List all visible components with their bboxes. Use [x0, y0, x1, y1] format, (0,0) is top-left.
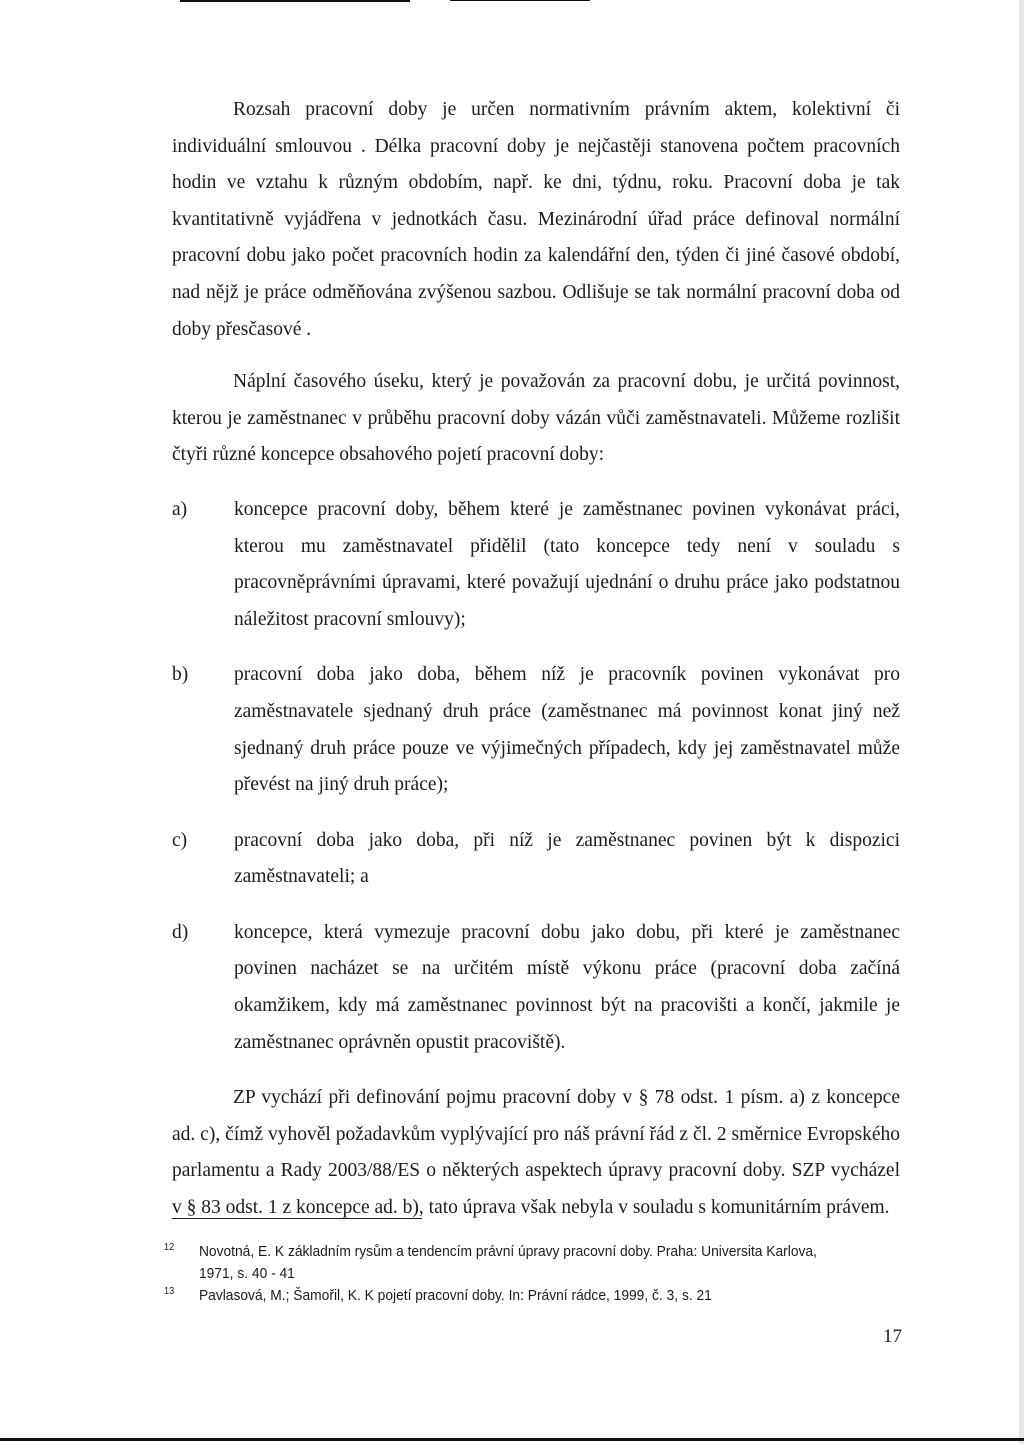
concept-list	[172, 492, 900, 1061]
footnotes	[164, 1241, 841, 1307]
list-item-text: koncepce pracovní doby, během které je zaměstnanec povinen vykonávat práci, kterou mu zaměstnavatel přidělil (tato koncepce tedy není v souladu s pracovněprávními úpravami, které považují ujednání o druhu práce jako podstatnou náležitost pracovní smlouvy);	[234, 498, 900, 630]
list-item-text: pracovní doba jako doba, během níž je pracovník povinen vykonávat pro zaměstnavatele sjednaný druh práce (zaměstnanec má povinnost konat jiný než sjednaný druh práce pouze ve výjimečných případech, kdy jej zaměstnavatel může převést na jiný druh práce);	[234, 664, 900, 796]
paragraph-2: Náplní časového úseku, který je považován za pracovní dobu, je určitá povinnost, kterou je zaměstnanec v průběhu pracovní doby vázán vůči zaměstnavateli. Můžeme rozlišit čtyři různé koncepce obsahového pojetí pracovní doby:	[172, 371, 900, 466]
paragraph-1: Rozsah pracovní doby je určen normativním právním aktem, kolektivní či individuální smlouvou . Délka pracovní doby je nejčastěji stanovena počtem pracovních hodin ve vztahu k různým obdobím, např. ke dni, týdnu, roku. Pracovní doba je tak kvantitativně vyjádřena v jednotkách času. Mezinárodní úřad práce definoval normální pracovní dobu jako počet pracovních hodin za kalendářní den, týden či jiné časové období, nad nějž je práce odměňována zvýšenou sazbou. Odlišuje se tak normální pracovní doba od doby přesčasové .	[172, 99, 900, 340]
paragraph-3: ZP vychází při definování pojmu pracovní doby v § 78 odst. 1 písm. a) z koncepce ad. c), čímž vyhověl požadavkům vyplývající pro náš právní řád z čl. 2 směrnice Evropského parlamentu a Rady 2003/88/ES o některých aspektech úpravy pracovní doby. SZP vycházel v § 83 odst. 1 z koncepce ad. b), tato úprava však nebyla v souladu s komunitárním právem.	[172, 1087, 900, 1219]
footnote-text: Pavlasová, M.; Šamořil, K. K pojetí pracovní doby. In: Právní rádce, 1999, č. 3, s. 21	[198, 1287, 712, 1304]
list-item-text: pracovní doba jako doba, při níž je zaměstnanec povinen být k dispozici zaměstnavateli; a	[234, 829, 900, 888]
footnote-separator	[172, 1218, 422, 1219]
list-marker: a)	[172, 498, 188, 520]
list-marker: d)	[172, 921, 189, 943]
footnote	[164, 1285, 841, 1307]
list-item	[172, 915, 900, 1061]
scan-edge-top	[180, 0, 410, 2]
page-number: 17	[883, 1326, 902, 1347]
footnote-number: 13	[164, 1286, 175, 1297]
list-marker: b)	[172, 664, 189, 686]
scan-edge-top-right	[450, 0, 590, 1]
footnote	[164, 1241, 841, 1285]
scan-edge-bottom	[0, 1438, 1024, 1441]
list-item-text: koncepce, která vymezuje pracovní dobu jako dobu, při které je zaměstnanec povinen nacházet se na určitém místě výkonu práce (pracovní doba začíná okamžikem, kdy má zaměstnanec povinnost být na pracovišti a končí, jakmile je zaměstnanec oprávněn opustit pracoviště).	[234, 921, 900, 1053]
footnote-number: 12	[164, 1242, 175, 1253]
footnote-text: Novotná, E. K základním rysům a tendencím právní úpravy pracovní doby. Praha: Universita Karlova, 1971, s. 40 - 41	[198, 1243, 817, 1282]
scan-edge-right	[1019, 0, 1024, 1444]
list-marker: c)	[172, 829, 188, 851]
list-item	[172, 492, 900, 638]
document-page	[172, 92, 900, 1227]
list-item	[172, 657, 900, 803]
list-item	[172, 823, 900, 896]
